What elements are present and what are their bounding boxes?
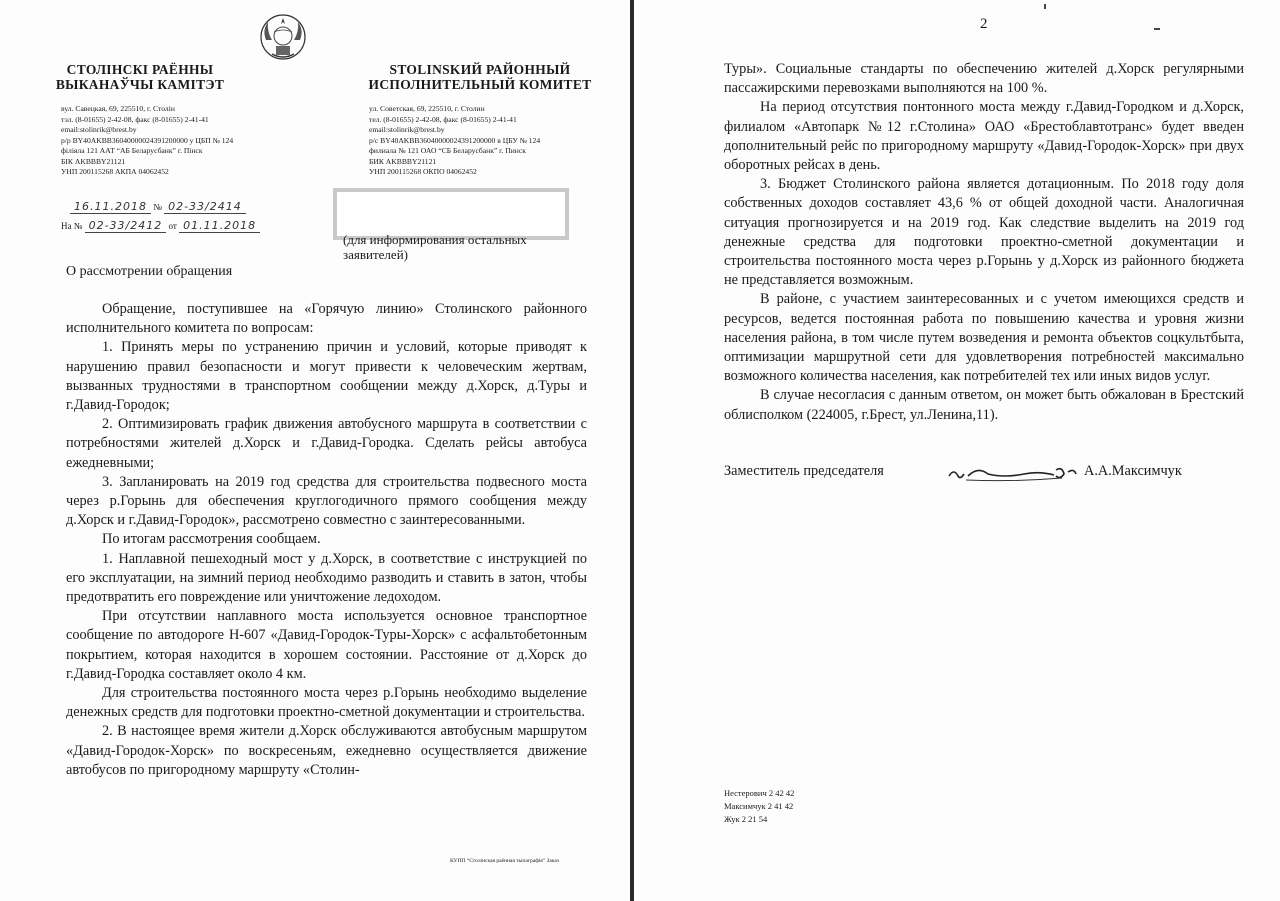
org-name-russian bbox=[350, 62, 610, 92]
subject-line: О рассмотрении обращения bbox=[66, 264, 233, 279]
org-name-belarusian bbox=[40, 62, 240, 92]
paragraph: На период отсутствия понтонного моста между г.Давид-Городком и д.Хорск, филиалом «Автопарк №12 г.Столина» ОАО «Брестоблавтотранс» будет введен дополнительный рейс по пригородному маршруту «Давид-Городок-Хорск» при двух оборотных рейсах в день. bbox=[724, 99, 1244, 174]
paragraph: 2. Оптимизировать график движения автобусного маршрута в соответствии с потребностями жителей д.Хорск и г.Давид-Городка. Сделать рейсы автобуса ежедневными; bbox=[66, 416, 587, 471]
paragraph: 3. Запланировать на 2019 год средства для строительства подвесного моста через р.Горынь для обеспечения круглогодичного прямого сообщения между д.Хорск и г.Давид-Городок», рассмотрено совместно с заинтересованными. bbox=[66, 473, 587, 529]
number-label: № bbox=[153, 202, 162, 212]
org-name-by-line2: ВЫКАНАЎЧЫ КАМІТЭТ bbox=[55, 77, 225, 92]
requisites-russian bbox=[369, 104, 540, 178]
contact-line: Максимчук 2 41 42 bbox=[724, 801, 794, 811]
page2-body bbox=[724, 60, 1244, 425]
handwritten-signature-icon bbox=[944, 462, 1094, 488]
outgoing-date: 16.11.2018 bbox=[70, 200, 151, 214]
paragraph: Для строительства постоянного моста через р.Горынь необходимо выделение денежных средств для подготовки проектно-сметной документации и строительства. bbox=[66, 685, 587, 721]
paragraph: 1. Наплавной пешеходный мост у д.Хорск, в соответствие с инструкцией по его эксплуатации, на зимний период необходимо разводить и ставить в затон, чтобы предотвратить его повреждение или уничтожение ледоходом. bbox=[66, 550, 587, 606]
requisite-line: р/с BY40AKBB36040000024391200000 в ЦБУ № 124 bbox=[369, 135, 541, 145]
reference-line bbox=[61, 219, 260, 233]
requisite-line: УНП 200115268 ОКПО 04062452 bbox=[369, 167, 477, 176]
paragraph: 3. Бюджет Столинского района является дотационным. По 2018 году доля собственных доходов составляет 43,6 % от общей доходной части. Аналогичная ситуация прогнозируется и на 2019 год. Как следствие выделить на 2019 год денежные средства для подготовки проектно-сметной документации и строительства постоянного моста через р.Горынь у д.Хорск из районного бюджета не представляется возможным. bbox=[724, 176, 1244, 289]
paragraph: В районе, с участием заинтересованных и с учетом имеющихся средств и ресурсов, ведется постоянная работа по повышению качества и уровня жизни населения района, в том числе путем возведения и ремонта объектов соцкультбыта, оптимизации маршрутной сети для удовлетворения потребностей максимально возможного количества населения, как потребителей тех или иных видов услуг. bbox=[724, 291, 1244, 385]
scan-speck bbox=[1044, 4, 1046, 9]
contact-line: Нестерович 2 42 42 bbox=[724, 788, 795, 798]
requisite-line: ул. Советская, 69, 225510, г. Столин bbox=[369, 104, 485, 113]
contact-line: Жук 2 21 54 bbox=[724, 814, 768, 824]
requisite-line: филиала № 121 ОАО “СБ Беларусбанк” г. Пинск bbox=[369, 146, 526, 155]
reference-from-label: от bbox=[168, 221, 177, 231]
paragraph: Туры». Социальные стандарты по обеспечению жителей д.Хорск регулярными пассажирскими перевозками выполняются на 100 %. bbox=[724, 61, 1244, 97]
requisite-line: БІК AKBBBY21121 bbox=[61, 156, 126, 166]
org-name-ru-line2: ИСПОЛНИТЕЛЬНЫЙ КОМИТЕТ bbox=[368, 77, 592, 92]
reference-date: 01.11.2018 bbox=[179, 219, 260, 233]
requisite-line: email:stolinrik@brest.by bbox=[61, 125, 137, 134]
requisite-line: вул. Савецкая, 69, 225510, г. Столін bbox=[61, 104, 175, 113]
requisite-line: БИК AKBBBY21121 bbox=[369, 156, 437, 166]
requisite-line: тел. (8-01655) 2-42-08, факс (8-01655) 2-41-41 bbox=[369, 114, 517, 124]
state-emblem-icon bbox=[258, 10, 308, 64]
requisite-line: р/р BY40AKBB36040000024391200000 у ЦБП № 124 bbox=[61, 135, 234, 145]
registration-line bbox=[70, 200, 246, 214]
reference-label: На № bbox=[61, 221, 83, 231]
recipient-note: (для информирования остальных заявителей) bbox=[343, 232, 527, 262]
page-number: 2 bbox=[980, 16, 988, 32]
paragraph: При отсутствии наплавного моста используется основное транспортное сообщение по автодороге Н-607 «Давид-Городок-Туры-Хорск» с асфальтобетонным покрытием, которая находится в хорошем состоянии. Расстояние от д.Хорск до г.Давид-Городка составляет около 4 км. bbox=[66, 608, 587, 682]
outgoing-number: 02-33/2414 bbox=[164, 200, 246, 214]
requisite-line: філіяла 121 ААТ “АБ Беларусбанк” г. Пінск bbox=[61, 146, 203, 155]
paragraph: 2. В настоящее время жители д.Хорск обслуживаются автобусным маршрутом «Давид-Городок-Хорск» по воскресеньям, ежедневно осуществляется движение автобусов по пригородному маршруту «Столин- bbox=[66, 723, 587, 778]
printer-mark: КУПП “Столінская раённая тыпаграфія” Заказ bbox=[450, 858, 560, 864]
reference-number: 02-33/2412 bbox=[85, 219, 167, 233]
contacts-block bbox=[724, 787, 794, 826]
paragraph: В случае несогласия с данным ответом, он может быть обжалован в Брестский облисполком (224005, г.Брест, ул.Ленина,11). bbox=[724, 387, 1244, 423]
scan-speck bbox=[1154, 28, 1160, 30]
requisites-belarusian bbox=[61, 104, 233, 178]
requisite-line: тэл. (8-01655) 2-42-08, факс (8-01655) 2-41-41 bbox=[61, 114, 209, 124]
paragraph: 1. Принять меры по устранению причин и условий, которые приводят к нарушению правил безопасности и могут привести к человеческим жертвам, вызванных трудностями в транспортном сообщении между д.Хорск, д.Туры и г.Давид-Городок; bbox=[66, 339, 587, 414]
paragraph: Обращение, поступившее на «Горячую линию» Столинского районного исполнительного комитета по вопросам: bbox=[66, 301, 587, 337]
page-one bbox=[0, 0, 630, 901]
org-name-by-line1: СТОЛІНСКІ РАЁННЫ bbox=[66, 62, 214, 77]
requisite-line: email:stolinrik@brest.by bbox=[369, 125, 445, 134]
org-name-ru-line1: STOLINSKИЙ РАЙОННЫЙ bbox=[389, 62, 571, 77]
requisite-line: УНП 200115268 АКПА 04062452 bbox=[61, 167, 169, 176]
paragraph: По итогам рассмотрения сообщаем. bbox=[102, 531, 321, 548]
signatory-position: Заместитель председателя bbox=[724, 463, 884, 479]
page1-body bbox=[66, 300, 587, 780]
page-two bbox=[634, 0, 1280, 901]
signatory-name: А.А.Максимчук bbox=[1084, 463, 1182, 479]
